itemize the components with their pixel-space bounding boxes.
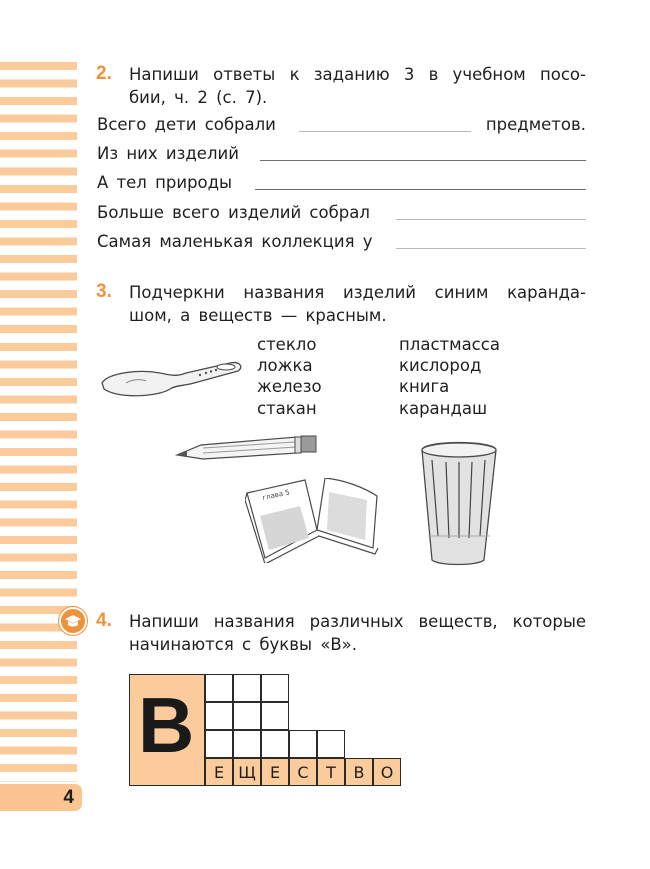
answer-label: Из них изделий: [97, 144, 239, 163]
word-stakan[interactable]: стакан: [257, 399, 317, 418]
grid-cell-r1-c1[interactable]: [205, 674, 233, 702]
grid-cell-r1-c3[interactable]: [261, 674, 289, 702]
grid-cell-r3-c3[interactable]: [261, 730, 289, 758]
task-2-text-line1: Напиши ответы к заданию 3 в учебном посо-: [129, 65, 586, 84]
example-letter-cell: В: [345, 758, 373, 786]
example-letter-cell: Т: [317, 758, 345, 786]
grid-cell-r2-c3[interactable]: [261, 702, 289, 730]
task-4-instruction: [129, 610, 586, 656]
answer-blank-items[interactable]: [260, 160, 586, 161]
answer-row-items: [97, 144, 586, 168]
answer-row-smallest-collection: [97, 232, 586, 256]
answer-row-total: [97, 115, 586, 139]
task-3-text-line1: Подчеркни названия изделий синим каранда-: [129, 283, 586, 302]
answer-row-most-items: [97, 203, 586, 227]
word-plastmassa[interactable]: пластмасса: [399, 335, 500, 354]
grid-cell-r3-c5[interactable]: [317, 730, 345, 758]
word-zhelezo[interactable]: железо: [257, 377, 322, 396]
pencil-illustration: [175, 433, 320, 461]
graduation-cap-icon: [59, 607, 87, 635]
book-caption: глава 5: [261, 488, 291, 502]
example-letter-cell: С: [289, 758, 317, 786]
answer-blank-most-items[interactable]: [396, 219, 586, 220]
answer-label: Больше всего изделий собрал: [97, 203, 370, 222]
glass-illustration: [418, 440, 500, 566]
grid-cell-r2-c1[interactable]: [205, 702, 233, 730]
grid-cell-r1-c2[interactable]: [233, 674, 261, 702]
task-2-number: 2.: [96, 63, 112, 84]
example-letter-cell: Щ: [233, 758, 261, 786]
task-4-text-line1: Напиши названия различных веществ, которые: [129, 612, 586, 631]
answer-blank-natural-bodies[interactable]: [255, 189, 586, 190]
page-number: 4: [63, 787, 74, 808]
answer-label: А тел природы: [97, 173, 233, 192]
task-2-instruction: [129, 63, 586, 109]
big-letter: В: [138, 681, 195, 769]
decorative-margin-stripes: [0, 62, 77, 782]
example-letter-cell: Е: [261, 758, 289, 786]
word-kislorod[interactable]: кислород: [399, 356, 482, 375]
word-steklo[interactable]: стекло: [257, 335, 317, 354]
grid-cell-r3-c1[interactable]: [205, 730, 233, 758]
answer-row-natural-bodies: [97, 173, 586, 197]
word-karandash[interactable]: карандаш: [399, 399, 488, 418]
answer-tail-label: предметов.: [485, 115, 586, 134]
task-3-text-line2: шом, а веществ — красным.: [129, 306, 387, 325]
spoon-illustration: [98, 355, 243, 405]
example-letter-cell: О: [373, 758, 401, 786]
task-4-text-line2: начинаются с буквы «В».: [129, 635, 357, 654]
grid-cell-r3-c2[interactable]: [233, 730, 261, 758]
task-3-instruction: [129, 281, 586, 327]
task-4-number: 4.: [96, 610, 112, 631]
page-number-tab: [0, 784, 82, 811]
task-2-text-line2: бии, ч. 2 (с. 7).: [129, 88, 268, 107]
word-kniga[interactable]: книга: [399, 377, 450, 396]
grid-cell-r3-c4[interactable]: [289, 730, 317, 758]
book-illustration: [245, 478, 385, 563]
big-letter-box: [129, 674, 205, 786]
answer-label: Всего дети собрали: [97, 115, 276, 134]
answer-blank-smallest-collection[interactable]: [396, 248, 586, 249]
example-letter-cell: Е: [205, 758, 233, 786]
grid-cell-r2-c2[interactable]: [233, 702, 261, 730]
task-3-number: 3.: [96, 281, 112, 302]
answer-label: Самая маленькая коллекция у: [97, 232, 373, 251]
answer-blank-total[interactable]: [299, 131, 471, 132]
word-lozhka[interactable]: ложка: [257, 356, 313, 375]
